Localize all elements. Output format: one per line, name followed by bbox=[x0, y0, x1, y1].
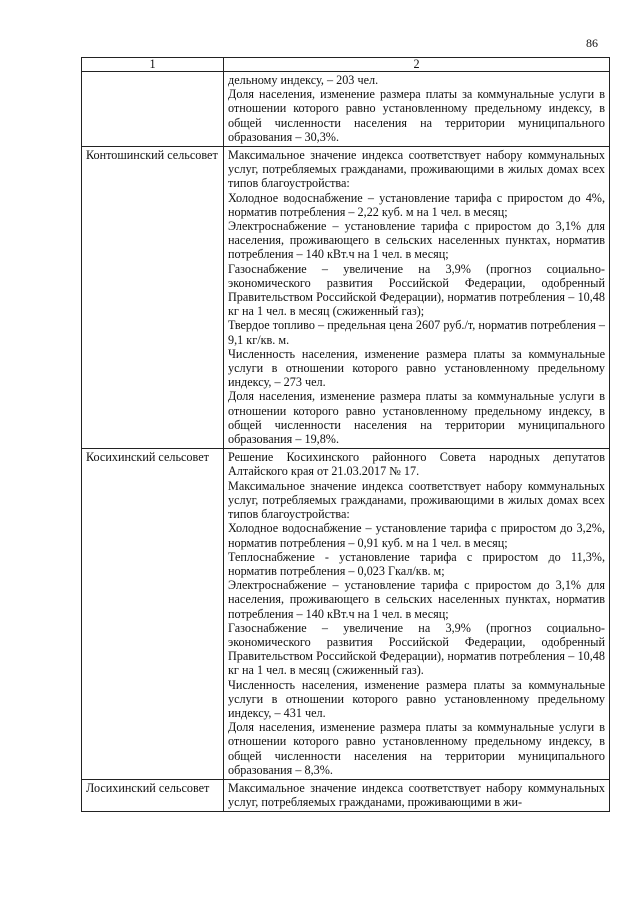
paragraph: Электроснабжение – установление тарифа с приростом до 3,1% для населения, проживающего в сельских населенных пунктах, норматив потребления – 140 кВт.ч на 1 чел. в месяц; bbox=[228, 578, 605, 621]
paragraph: Газоснабжение – увеличение на 3,9% (прогноз социально-экономического развития Российской Федерации, одобренный Правительством Российской Федерации), норматив потребления – 10,48 кг на 1 чел. в месяц (сжиженный газ); bbox=[228, 261, 605, 319]
paragraph: Газоснабжение – увеличение на 3,9% (прогноз социально-экономического развития Российской Федерации, одобренный Правительством Российской Федерации), норматив потребления – 10,48 кг на 1 чел. в месяц (сжиженный газ). bbox=[228, 620, 605, 678]
paragraph: Доля населения, изменение размера платы за коммунальные услуги в отношении которого равно установленному предельному индексу, в общей численности населения на территории муниципального образования – 8,3%. bbox=[228, 720, 605, 777]
paragraph: Твердое топливо – предельная цена 2607 руб./т, норматив потребления – 9,1 кг/кв. м. bbox=[228, 318, 605, 347]
column-header-2: 2 bbox=[224, 58, 610, 72]
paragraph: Электроснабжение – установление тарифа с приростом до 3,1% для населения, проживающего в сельских населенных пунктах, норматив потребления – 140 кВт.ч на 1 чел. в месяц; bbox=[228, 219, 605, 262]
paragraph: Максимальное значение индекса соответствует набору коммунальных услуг, потребляемых гражданами, проживающими в жилых домах всех типов благоустройства: bbox=[228, 148, 605, 191]
table-row bbox=[82, 72, 610, 147]
column-header-1: 1 bbox=[82, 58, 224, 72]
municipality-name bbox=[82, 72, 224, 147]
table-row bbox=[82, 779, 610, 811]
municipality-name: Косихинский сельсовет bbox=[82, 449, 224, 780]
municipality-description bbox=[224, 449, 610, 780]
municipality-description bbox=[224, 72, 610, 147]
paragraph: Численность населения, изменение размера платы за коммунальные услуги в отношении которого равно установленному предельному индексу, – 273 чел. bbox=[228, 346, 605, 390]
paragraph: Доля населения, изменение размера платы за коммунальные услуги в отношении которого равно установленному предельному индексу, в общей численности населения на территории муниципального образования – 30,3%. bbox=[228, 87, 605, 144]
municipality-name: Лосихинский сельсовет bbox=[82, 779, 224, 811]
municipality-description bbox=[224, 779, 610, 811]
page-number: 86 bbox=[586, 36, 598, 50]
table-header-row bbox=[82, 58, 610, 72]
paragraph: Холодное водоснабжение – установление тарифа с приростом до 3,2%, норматив потребления – 0,91 куб. м на 1 чел. в месяц; bbox=[228, 521, 605, 550]
paragraph: Холодное водоснабжение – установление тарифа с приростом до 4%, норматив потребления – 2,22 куб. м на 1 чел. в месяц; bbox=[228, 190, 605, 219]
paragraph: Доля населения, изменение размера платы за коммунальные услуги в отношении которого равно установленному предельному индексу, в общей численности населения на территории муниципального образования – 19,8%. bbox=[228, 389, 605, 447]
paragraph: дельному индексу, – 203 чел. bbox=[228, 73, 379, 87]
table-row bbox=[82, 449, 610, 780]
municipality-description bbox=[224, 147, 610, 449]
paragraph: Максимальное значение индекса соответствует набору коммунальных услуг, потребляемых гражданами, проживающими в жилых домах всех типов благоустройства: bbox=[228, 478, 605, 522]
tariff-table bbox=[81, 57, 610, 812]
paragraph: Максимальное значение индекса соответствует набору коммунальных услуг, потребляемых гражданами, проживающими в жи- bbox=[228, 780, 605, 810]
municipality-name: Контошинский сельсовет bbox=[82, 147, 224, 449]
paragraph: Теплоснабжение - установление тарифа с приростом до 11,3%, норматив потребления – 0,023 Гкал/кв. м; bbox=[228, 549, 605, 578]
paragraph: Численность населения, изменение размера платы за коммунальные услуги в отношении которого равно установленному предельному индексу, – 431 чел. bbox=[228, 677, 605, 720]
table-row bbox=[82, 147, 610, 449]
paragraph: Решение Косихинского районного Совета народных депутатов Алтайского края от 21.03.2017 № 17. bbox=[228, 450, 605, 479]
